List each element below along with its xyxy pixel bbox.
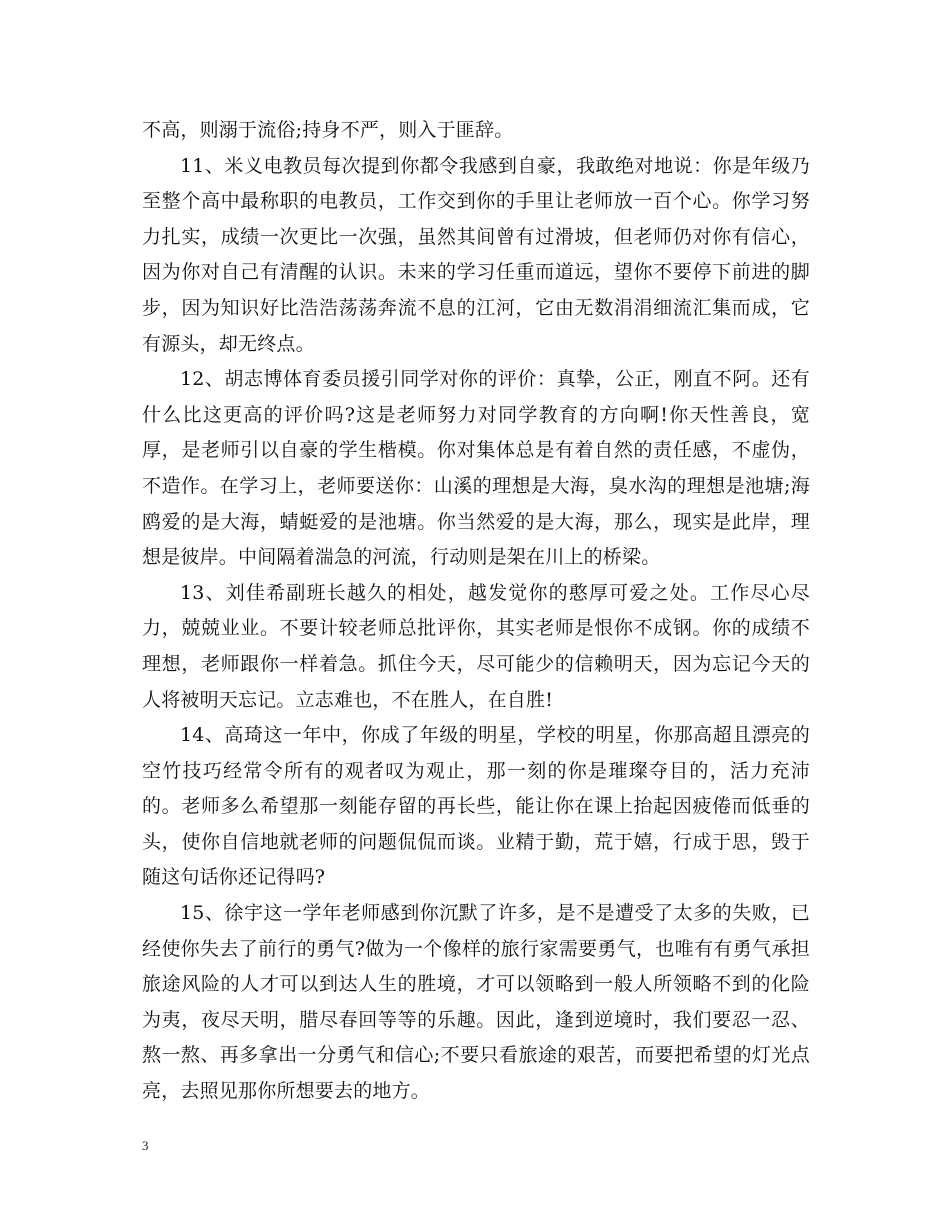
paragraph-comment-13: 13、刘佳希副班长越久的相处，越发觉你的憨厚可爱之处。工作尽心尽力，兢兢业业。不要计较老师总批评你，其实老师是恨你不成钢。你的成绩不理想，老师跟你一样着急。抓住今天，尽可能少的信赖明天，因为忘记今天的人将被明天忘记。立志难也，不在胜人，在自胜! <box>142 581 810 711</box>
paragraph-comment-12: 12、胡志博体育委员援引同学对你的评价：真挚，公正，刚直不阿。还有什么比这更高的评价吗?这是老师努力对同学教育的方向啊!你天性善良，宽厚，是老师引以自豪的学生楷模。你对集体总是有着自然的责任感，不虚伪，不造作。在学习上，老师要送你：山溪的理想是大海，臭水沟的理想是池塘;海鸥爱的是大海，蜻蜓爱的是池塘。你当然爱的是大海，那么，现实是此岸，理想是彼岸。中间隔着湍急的河流，行动则是架在川上的桥梁。 <box>142 368 810 569</box>
page-number: 3 <box>142 1138 149 1153</box>
paragraph-comment-11: 11、米义电教员每次提到你都令我感到自豪，我敢绝对地说：你是年级乃至整个高中最称职的电教员，工作交到你的手里让老师放一百个心。你学习努力扎实，成绩一次更比一次强，虽然其间曾有过滑坡，但老师仍对你有信心，因为你对自己有清醒的认识。未来的学习任重而道远，望你不要停下前进的脚步，因为知识好比浩浩荡荡奔流不息的江河，它由无数涓涓细流汇集而成，它有源头，却无终点。 <box>142 154 810 355</box>
paragraph-comment-14: 14、高琦这一年中，你成了年级的明星，学校的明星，你那高超且漂亮的空竹技巧经常令所有的观者叹为观止，那一刻的你是璀璨夺目的，活力充沛的。老师多么希望那一刻能存留的再长些，能让你在课上抬起因疲倦而低垂的头，使你自信地就老师的问题侃侃而谈。业精于勤，荒于嬉，行成于思，毁于随这句话你还记得吗? <box>142 724 810 889</box>
paragraph-comment-15: 15、徐宇这一学年老师感到你沉默了许多，是不是遭受了太多的失败，已经使你失去了前行的勇气?做为一个像样的旅行家需要勇气，也唯有有勇气承担旅途风险的人才可以到达人生的胜境，才可以领略到一般人所领略不到的化险为夷，夜尽天明，腊尽春回等等的乐趣。因此，逢到逆境时，我们要忍一忍、熬一熬、再多拿出一分勇气和信心;不要只看旅途的艰苦，而要把希望的灯光点亮，去照见那你所想要去的地方。 <box>142 902 810 1103</box>
document-body <box>142 113 810 1110</box>
paragraph-continuation: 不高，则溺于流俗;持身不严，则入于匪辞。 <box>142 119 514 141</box>
